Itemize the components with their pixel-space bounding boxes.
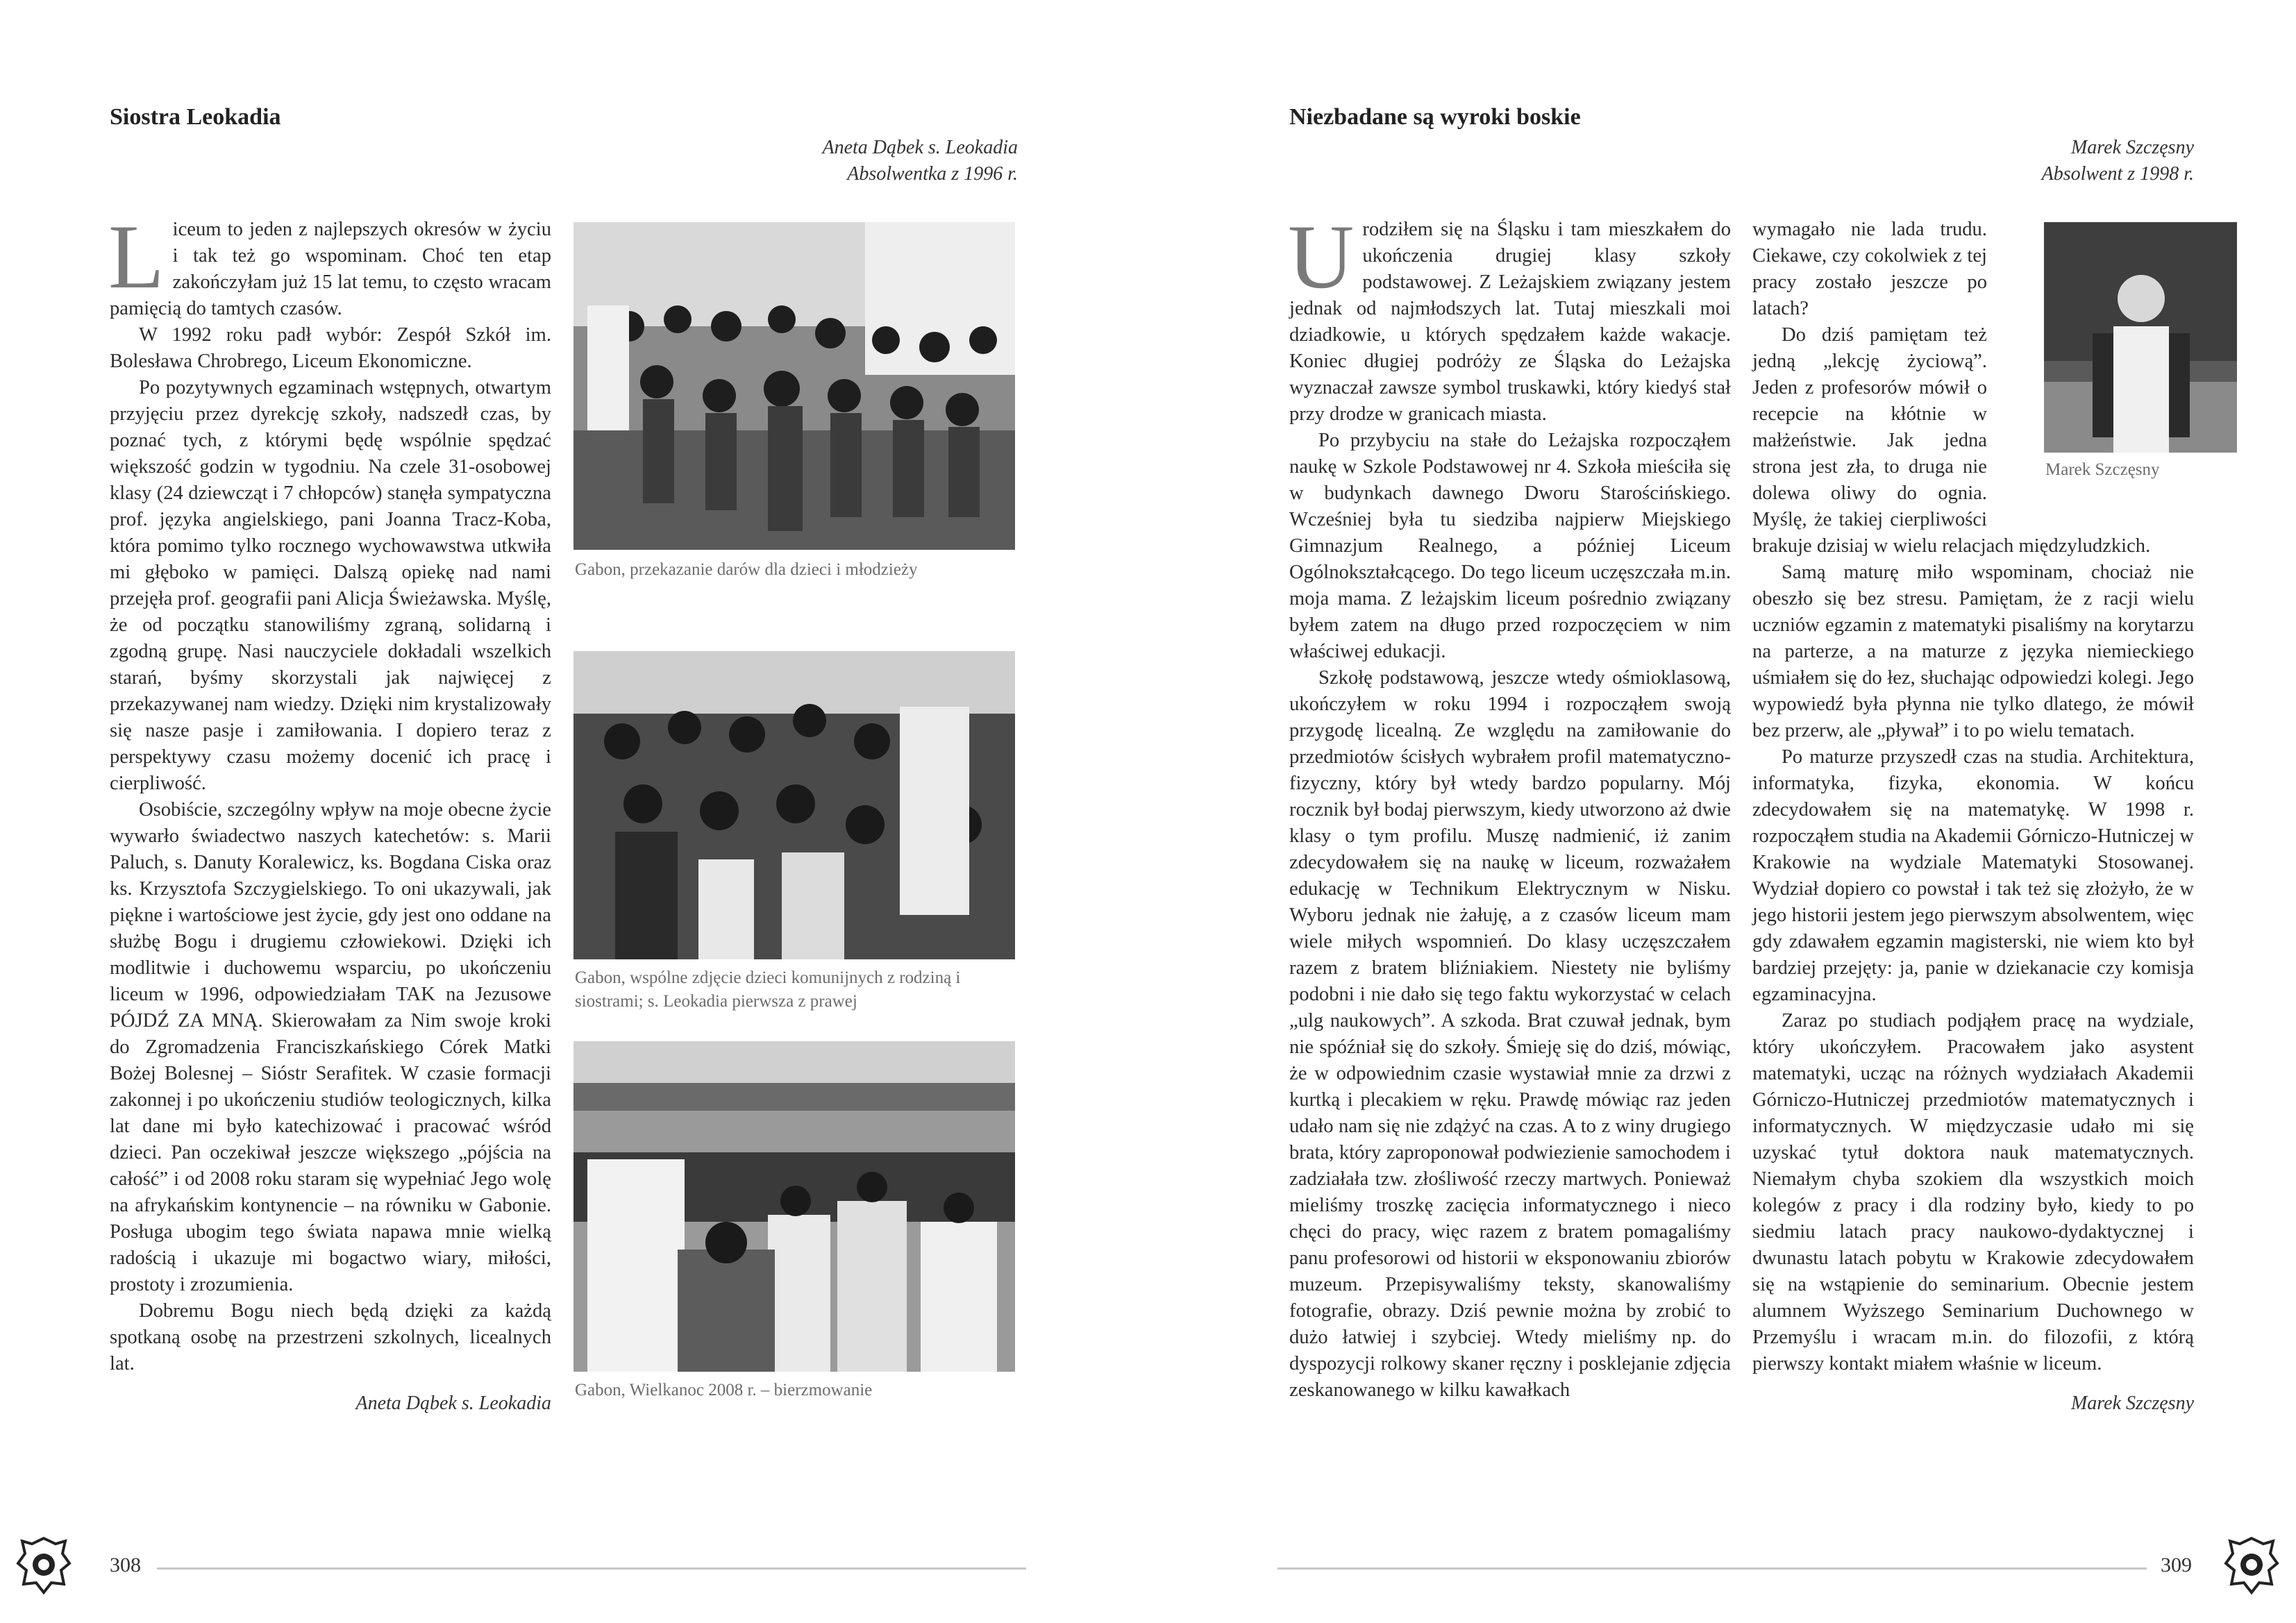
left-signature: Aneta Dąbek s. Leokadia <box>355 1393 551 1414</box>
right-dropcap: U <box>1288 205 1355 308</box>
right-signature: Marek Szczęsny <box>2070 1393 2194 1414</box>
photo-gift-handover-image <box>573 222 1015 550</box>
right-article-title: Niezbadane są wyroki boskie <box>1289 104 1581 130</box>
left-paragraph-1: Liceum to jeden z najlepszych okresów w życiu i tak też go wspominam. Choć ten etap zakończyłam już 15 lat temu, to często wracam pamięcią do tamtych czasów. <box>108 205 551 319</box>
caption-confirmation: Gabon, Wielkanoc 2008 r. – bierzmowanie <box>575 1381 873 1399</box>
left-paragraph-2: W 1992 roku padł wybór: Zespół Szkół im. Bolesława Chrobrego, Liceum Ekonomiczne. <box>110 324 551 372</box>
right-article-column-2 <box>1752 217 2194 1377</box>
right-article-column-1 <box>1288 205 1731 1404</box>
right-paragraph-3: Szkołę podstawową, jeszcze wtedy ośmioklasową, ukończyłem w roku 1994 i rozpocząłem swoją przygodę licealną. Ze względu na zamiłowanie do przedmiotów ścisłych wybrałem profil matematyczno-fizyczny, który był wtedy bardzo popularny. Mój rocznik był bodaj pierwszym, kiedy utworzono aż dwie klasy o tym profilu. Muszę nadmienić, iż zanim zdecydowałem się na naukę w liceum, rozważałem edukację w Technikum Elektrycznym w Nisku. Wyboru jednak nie żałuję, a z czasów liceum mam wiele miłych wspomnień. Do klasy uczęszczałem razem z bratem bliźniakiem. Niestety nie byliśmy podobni i nie dało się tego faktu wykorzystać w celach „ulg naukowych”. A szkoda. Brat czuwał jednak, bym nie spóźniał się do szkoły. Śmieję się do dziś, mówiąc, że w odpowiednim czasie wystawiał mnie za drzwi z kurtką i plecakiem w ręku. Prawdę mówiąc raz jeden udało nam się nie zdążyć na czas. A to z winy drugiego brata, który zaproponował podwiezienie samochodem i zadziałała tzw. złośliwość rzeczy martwych. Ponieważ mieliśmy troszkę zacięcia informatycznego i nieco chęci do pracy, więc razem z bratem pomagaliśmy panu profesorowi od historii w eksponowaniu zbiorów muzeum. Przepisywaliśmy teksty, skanowaliśmy fotografie, obrazy. Dziś pewnie można by zrobić to dużo łatwiej i szybciej. Wtedy mieliśmy np. do dyspozycji rolkowy skaner ręczny i posklejanie zdjęcia zeskanowanego w kilku kawałkach <box>1289 667 1731 1401</box>
photo-communion-group-image <box>573 651 1015 959</box>
left-page-number: 308 <box>110 1554 141 1576</box>
left-byline-class: Absolwentka z 1996 r. <box>847 163 1018 185</box>
right-page-number: 309 <box>2161 1554 2192 1576</box>
right-footer-rule <box>1277 1567 2147 1570</box>
left-paragraph-4: Osobiście, szczególny wpływ na moje obecne życie wywarło świadectwo naszych katechetów: s. Marii Paluch, s. Danuty Koralewicz, ks. Bogdana Ciska oraz ks. Krzysztofa Szczygielskiego. To oni ukazywali, jak piękne i wartościowe jest życie, gdy jest ono oddane na służbę Bogu i drugiemu człowiekowi. Dzięki ich modlitwie i duchowemu wsparciu, po ukończeniu liceum w 1996, odpowiedziałam TAK na Jezusowe PÓJDŹ ZA MNĄ. Skierowałam za Nim swoje kroki do Zgromadzenia Franciszkańskiego Córek Matki Bożej Bolesnej – Sióstr Serafitek. W czasie formacji zakonnej i po ukończeniu studiów teologicznych, kilka lat dane mi było katechizować i pracować wśród dzieci. Pan oczekiwał jeszcze większego „pójścia na całość” i od 2008 roku staram się wypełniać Jego wolę na afrykańskim kontynencie – na równiku w Gabonie. Posługa ubogim tego świata napawa mnie wielką radością i ukazuje mi bogactwo wiary, miłości, prostoty i zrozumienia. <box>110 799 551 1295</box>
photo-confirmation <box>573 1041 1015 1372</box>
right-col2-paragraph-1: wymagało nie lada trudu. Ciekawe, czy cokolwiek z tej pracy zostało jeszcze po latach? <box>1752 219 1987 319</box>
left-byline-author: Aneta Dąbek s. Leokadia <box>822 137 1018 158</box>
left-byline <box>625 135 1018 187</box>
right-byline-author: Marek Szczęsny <box>2070 137 2194 158</box>
photo-communion-group <box>573 651 1015 959</box>
right-col2-paragraph-4: Po maturze przyszedł czas na studia. Architektura, informatyka, fizyka, ekonomia. W końcu zdecydowałem się na matematykę. W 1998 r. rozpocząłem studia na Akademii Górniczo-Hutniczej w Krakowie na wydziale Matematyki Stosowanej. Wydział dopiero co powstał i tak też się złożyło, że w jego historii jestem jego pierwszym absolwentem, więc gdy zdawałem egzamin magisterski, nie wiem kto był bardziej przejęty: ja, panie w dziekanacie czy komisja egzaminacyjna. <box>1752 746 2194 1005</box>
photo-gift-handover <box>573 222 1015 550</box>
caption-author-portrait: Marek Szczęsny <box>2045 460 2160 479</box>
emblem-icon <box>14 1534 74 1597</box>
emblem-icon-right <box>2222 1534 2281 1597</box>
left-paragraph-3: Po pozytywnych egzaminach wstępnych, otwartym przyjęciu przez dyrekcję szkoły, nadszedł czas, by poznać tych, z którymi będę wspólnie spędzać większość godzin w tygodniu. Na czele 31-osobowej klasy (24 dziewcząt i 7 chłopców) stanęła sympatyczna prof. języka angielskiego, pani Joanna Tracz-Koba, która pomimo tylko rocznego wychowawstwa utkwiła mi głęboko w pamięci. Dalszą opiekę nad nami przejęła prof. geografii pani Alicja Świeżawska. Myślę, że od początku stanowiliśmy zgraną, solidarną i zgodną grupę. Nasi nauczyciele dokładali wszelkich starań, byśmy skorzystali jak najwięcej z przekazywanej nam wiedzy. Dzięki nim krystalizowały się nasze pasje i zamiłowania. I dopiero teraz z perspektywy czasu możemy docenić ich pracę i cierpliwość. <box>110 377 551 794</box>
right-col2-paragraph-2: Do dziś pamiętam też jedną „lekcję życiową”. Jeden z profesorów mówił o recepcie na kłótnie w małżeństwie. Jak jedna strona jest zła, to druga nie dolewa oliwy do ognia. Myślę, że takiej cierpliwości brakuje dzisiaj w wielu relacjach międzyludzkich. <box>1752 324 2151 557</box>
left-dropcap: L <box>108 205 165 308</box>
right-byline <box>1819 135 2194 187</box>
right-paragraph-2: Po przybyciu na stałe do Leżajska rozpocząłem naukę w Szkole Podstawowej nr 4. Szkoła mieściła się w budynkach dawnego Dworu Starościńskiego. Wcześniej była tu siedziba najpierw Miejskiego Gimnazjum Realnego, a później Liceum Ogólnokształcącego. Do tego liceum uczęszczała m.in. moja mama. Z leżajskim liceum pośrednio związany byłem zatem na długo przed rozpoczęciem w nim właściwej edukacji. <box>1289 430 1731 662</box>
caption-gift-handover: Gabon, przekazanie darów dla dzieci i młodzieży <box>575 560 918 579</box>
right-paragraph-1: Urodziłem się na Śląsku i tam mieszkałem do ukończenia drugiej klasy szkoły podstawowej. Z Leżajskiem związany jestem jednak od najmłodszych lat. Tutaj mieszkali moi dziadkowie, u których spędzałem każde wakacje. Koniec długiej podróży ze Śląska do Leżajska wyznaczał zawsze symbol truskawki, który kiedyś stał przy drodze w granicach miasta. <box>1288 205 1731 425</box>
right-byline-class: Absolwent z 1998 r. <box>2041 163 2194 185</box>
caption-communion-group: Gabon, wspólne zdjęcie dzieci komunijnych z rodziną i siostrami; s. Leokadia pierwsza z prawej <box>575 968 961 1011</box>
left-footer-rule <box>157 1567 1026 1570</box>
photo-confirmation-image <box>573 1041 1015 1372</box>
left-article-body <box>108 205 551 1377</box>
left-paragraph-5: Dobremu Bogu niech będą dzięki za każdą spotkaną osobę na przestrzeni szkolnych, licealnych lat. <box>110 1300 551 1374</box>
right-col2-paragraph-3: Samą maturę miło wspominam, chociaż nie obeszło się bez stresu. Pamiętam, że z racji wielu uczniów egzamin z matematyki pisaliśmy na korytarzu na parterze, a na maturze z języka niemieckiego uśmiałem się do łez, słuchając odpowiedzi kolegi. Jego wypowiedź była płynna nie tylko dlatego, że mówił bez przerw, ale „pływał” i to po wielu tematach. <box>1752 562 2194 741</box>
left-article-title: Siostra Leokadia <box>110 104 281 130</box>
right-col2-paragraph-5: Zaraz po studiach podjąłem pracę na wydziale, który ukończyłem. Pracowałem jako asystent matematyki, ucząc na różnych wydziałach Akademii Górniczo-Hutniczej przedmiotów matematycznych i informatycznych. W międzyczasie udało mi się uzyskać tytuł doktora nauk matematycznych. Niemałym chyba szokiem dla wszystkich moich kolegów z pracy i dla rodziny było, kiedy to po siedmiu latach pracy naukowo-dydaktycznej i dwunastu latach pobytu w Krakowie zdecydowałem się na wstąpienie do seminarium. Obecnie jestem alumnem Wyższego Seminarium Duchownego w Przemyślu i wracam m.in. do filozofii, z którą pierwszy kontakt miałem właśnie w liceum. <box>1752 1010 2194 1374</box>
